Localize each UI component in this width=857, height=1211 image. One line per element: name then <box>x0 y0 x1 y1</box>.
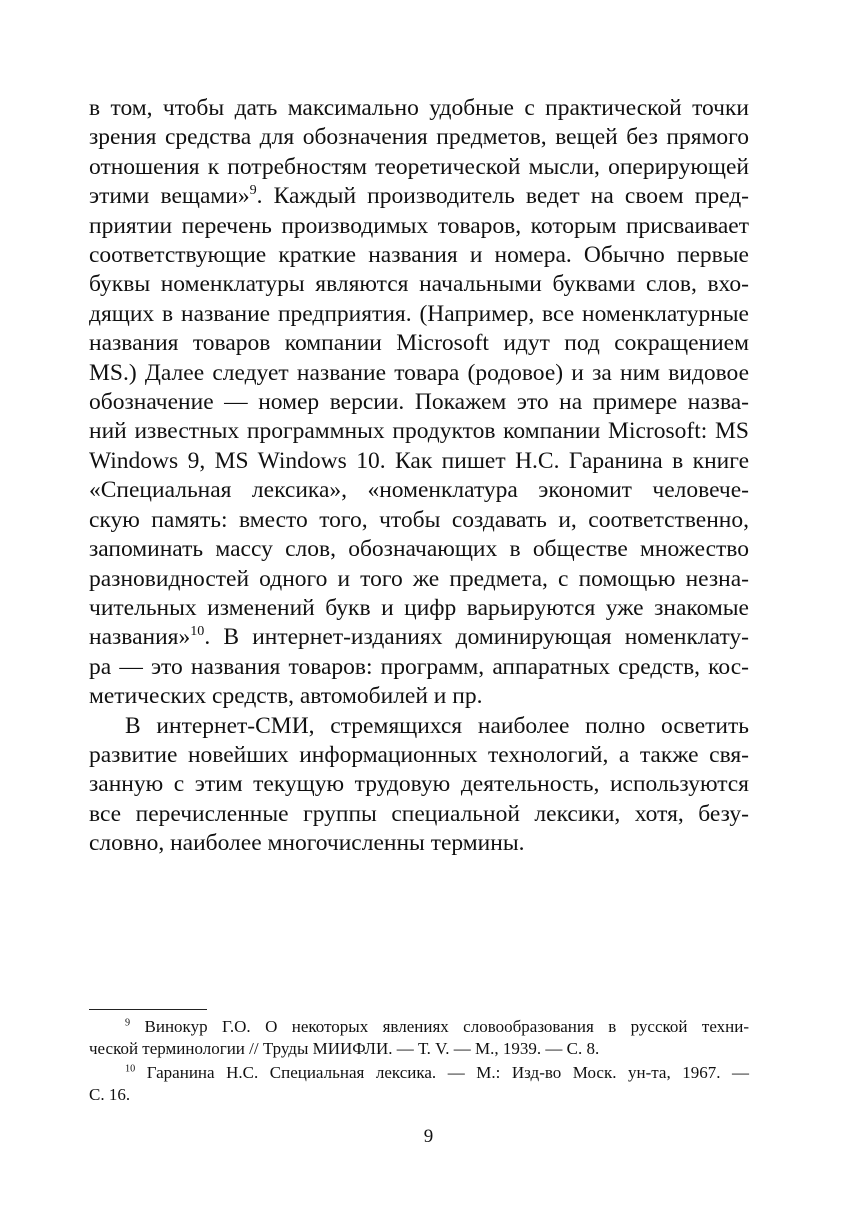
text-line: словно, наиболее многочисленны термины. <box>89 830 525 857</box>
text-line: скую память: вместо того, чтобы создавать и, соответственно, <box>89 506 749 533</box>
text-fragment: названия» <box>89 624 191 651</box>
main-text <box>89 94 749 859</box>
text-line: развитие новейших информационных технологий, а также свя- <box>89 741 749 768</box>
text-line: дящих в название предприятия. (Например, все номенклатурные <box>89 300 749 327</box>
footnote-10 <box>89 1062 749 1105</box>
text-line: чительных изменений букв и цифр варьируются уже знакомые <box>89 594 749 621</box>
footnote-line: С. 16. <box>89 1084 131 1104</box>
text-line: соответствующие краткие названия и номера. Обычно первые <box>89 242 749 269</box>
text-line: зрения средства для обозначения предметов, вещей без прямого <box>89 124 749 151</box>
text-line: Windows 9, MS Windows 10. Как пишет Н.С. Гаранина в книге <box>89 447 749 474</box>
footnote-number: 9 <box>125 1017 131 1029</box>
footnote-separator <box>89 1009 207 1010</box>
text-line: «Специальная лексика», «номенклатура экономит человече- <box>89 477 749 504</box>
text-line: метических средств, автомобилей и пр. <box>89 683 483 710</box>
footnote-line <box>89 1016 749 1038</box>
paragraph-1 <box>89 94 749 712</box>
text-line: отношения к потребностям теоретической мысли, оперирующей <box>89 153 749 180</box>
text-line: MS.) Далее следует название товара (родовое) и за ним видовое <box>89 359 749 386</box>
text-fragment: этими вещами» <box>89 183 250 210</box>
text-line: обозначение — номер версии. Покажем это на примере назва- <box>89 389 749 416</box>
text-fragment: . Каждый производитель ведет на своем пред- <box>256 183 749 210</box>
footnote-text: Гаранина Н.С. Специальная лексика. — М.: Изд-во Моск. ун-та, 1967. — <box>146 1063 750 1082</box>
text-line: все перечисленные группы специальной лексики, хотя, безу- <box>89 800 749 827</box>
footnote-line <box>89 1062 749 1084</box>
page-number: 9 <box>423 1126 434 1147</box>
footnote-line: ческой терминологии // Труды МИИФЛИ. — Т. V. — М., 1939. — С. 8. <box>89 1038 600 1058</box>
footnote-ref-9[interactable]: 9 <box>249 182 257 199</box>
footnotes <box>89 1016 749 1108</box>
footnote-ref-10[interactable]: 10 <box>190 623 205 640</box>
text-line <box>89 623 749 652</box>
footnote-number: 10 <box>125 1063 136 1075</box>
text-line: ра — это названия товаров: программ, аппаратных средств, кос- <box>89 653 749 680</box>
text-line <box>89 182 749 211</box>
text-line: названия товаров компании Microsoft идут под сокращением <box>89 330 749 357</box>
text-line: занную с этим текущую трудовую деятельность, используются <box>89 771 749 798</box>
paragraph-2 <box>89 712 749 859</box>
text-line: в том, чтобы дать максимально удобные с практической точки <box>89 95 749 121</box>
text-line: ний известных программных продуктов компании Microsoft: MS <box>89 418 749 445</box>
text-fragment: . В интернет-изданиях доминирующая номенклату- <box>204 624 749 651</box>
page-body <box>89 94 749 859</box>
text-line: В интернет-СМИ, стремящихся наиболее полно осветить <box>125 712 749 739</box>
text-line: буквы номенклатуры являются начальными буквами слов, вхо- <box>89 271 749 298</box>
text-line: запоминать массу слов, обозначающих в обществе множество <box>89 536 749 563</box>
text-line: разновидностей одного и того же предмета, с помощью незна- <box>89 565 749 592</box>
footnote-9 <box>89 1016 749 1059</box>
footnote-text: Винокур Г.О. О некоторых явлениях словообразования в русской техни- <box>144 1017 750 1036</box>
text-line: приятии перечень производимых товаров, которым присваивает <box>89 212 749 239</box>
